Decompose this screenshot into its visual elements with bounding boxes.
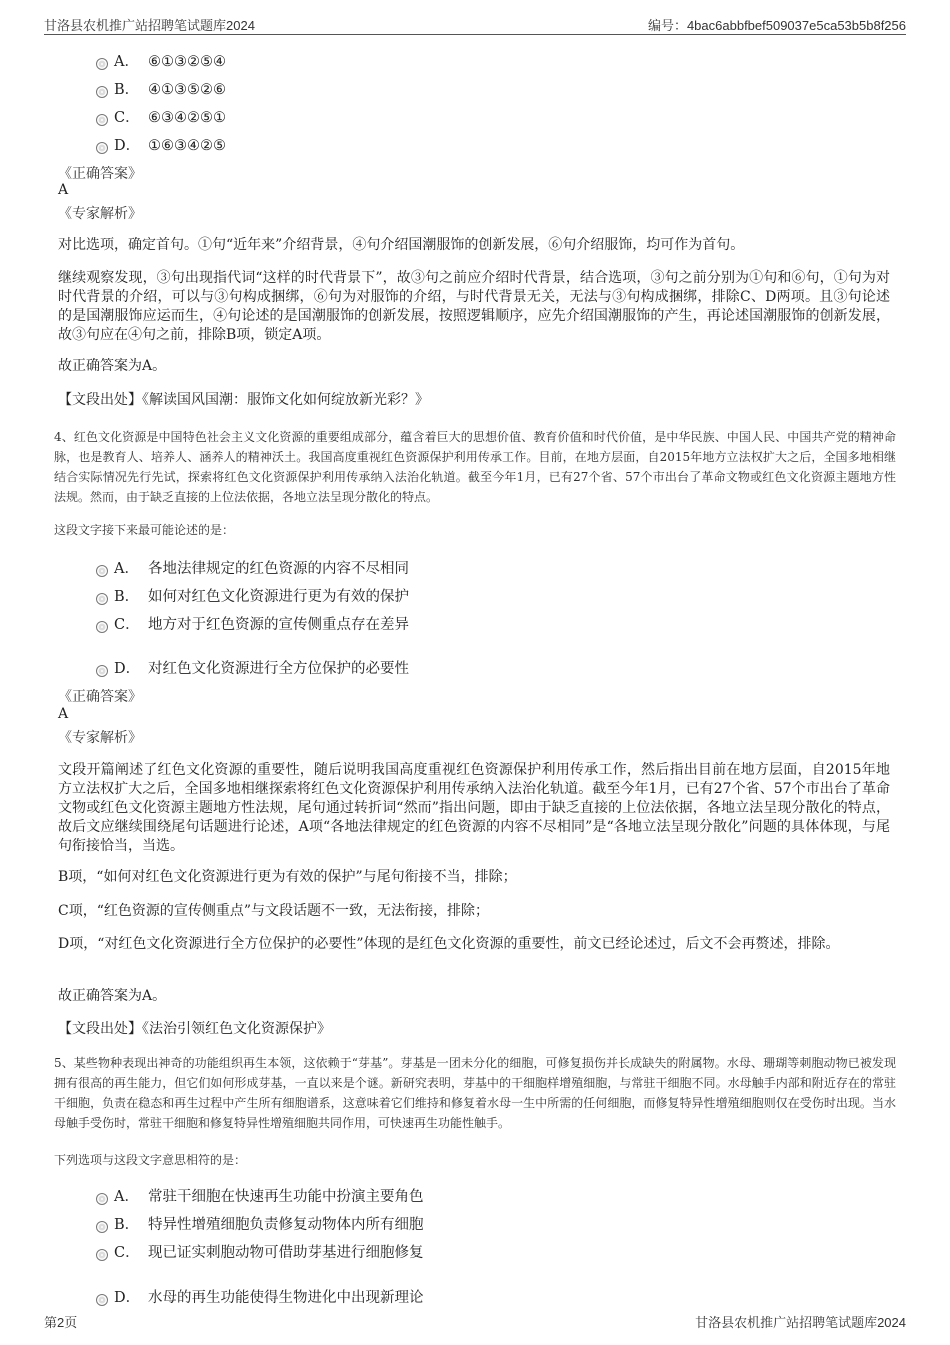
option-letter: C．: [114, 110, 140, 126]
analysis-paragraph: B项，“如何对红色文化资源进行更为有效的保护”与尾句衔接不当，排除；: [58, 869, 517, 885]
radio-icon[interactable]: [96, 593, 108, 605]
analysis-conclusion: 故正确答案为A。: [58, 988, 167, 1004]
page-number: 第2页: [44, 1315, 78, 1330]
option-text: 对红色文化资源进行全方位保护的必要性: [148, 661, 409, 677]
q5-option-d[interactable]: [96, 1286, 424, 1307]
question-prompt: 下列选项与这段文字意思相符的是：: [54, 1153, 247, 1167]
header-title: 甘洛县农机推广站招聘笔试题库2024: [44, 18, 255, 33]
answer-value: A: [58, 182, 69, 198]
option-text: 各地法律规定的红色资源的内容不尽相同: [148, 561, 409, 577]
q4-option-b[interactable]: [96, 585, 409, 606]
radio-icon[interactable]: [96, 1221, 108, 1233]
option-letter: B．: [114, 1217, 140, 1233]
footer-title: 甘洛县农机推广站招聘笔试题库2024: [695, 1315, 906, 1330]
option-text: 常驻干细胞在快速再生功能中扮演主要角色: [148, 1189, 424, 1205]
option-letter: C．: [114, 617, 140, 633]
answer-value: A: [58, 706, 69, 722]
q3-option-c[interactable]: [96, 106, 226, 127]
radio-icon[interactable]: [96, 58, 108, 70]
option-text: 水母的再生功能使得生物进化中出现新理论: [148, 1290, 424, 1306]
q4-option-c[interactable]: [96, 613, 409, 634]
question-stem: 5、某些物种表现出神奇的功能组织再生本领，这依赖于“芽基”。芽基是一团未分化的细胞，可修复损伤并长成缺失的附属物。水母、珊瑚等刺胞动物已被发现拥有很高的再生能力，但它们如何形成芽基，一直以来是个谜。新研究表明，芽基中的干细胞样增殖细胞，与常驻干细胞不同。水母触手内部和附近存在的常驻干细胞，负责在稳态和再生过程中产生所有细胞谱系，这意味着它们维持和修复着水母一生中所需的任何细胞，而修复特异性增殖细胞则仅在受伤时出现。当水母触手受伤时，常驻干细胞和修复特异性增殖细胞共同作用，可快速再生功能性触手。: [54, 1056, 896, 1130]
page-header: [44, 12, 906, 35]
radio-icon[interactable]: [96, 86, 108, 98]
analysis-paragraph: C项，“红色资源的宣传侧重点”与文段话题不一致，无法衔接，排除；: [58, 903, 490, 919]
q5-option-a[interactable]: [96, 1185, 424, 1206]
analysis-paragraph: 文段开篇阐述了红色文化资源的重要性，随后说明我国高度重视红色资源保护利用传承工作，然后指出目前在地方层面，自2015年地方立法权扩大之后，全国多地相继探索将红色文化资源保护利用传承纳入法治化轨道。截至今年1月，已有27个省、57个市出台了革命文物或红色文化资源主题地方性法规，尾句通过转折词“然而”指出问题，即由于缺乏直接的上位法依据，各地立法呈现分散化的特点，故后文应继续围绕尾句话题进行论述，A项“各地法律规定的红色资源的内容不尽相同”是“各地立法呈现分散化”问题的具体体现，与尾句衔接恰当，当选。: [58, 762, 890, 854]
analysis-paragraph: 对比选项，确定首句。①句“近年来”介绍背景，④句介绍国潮服饰的创新发展，⑥句介绍服饰，均可作为首句。: [58, 237, 745, 253]
radio-icon[interactable]: [96, 1193, 108, 1205]
answer-label: 《正确答案》: [58, 166, 142, 182]
analysis-label: 《专家解析》: [58, 206, 142, 222]
analysis-conclusion: 故正确答案为A。: [58, 358, 167, 374]
option-text: ⑥③④②⑤①: [148, 110, 226, 126]
analysis-paragraph: D项，“对红色文化资源进行全方位保护的必要性”体现的是红色文化资源的重要性，前文已经论述过，后文不会再赘述，排除。: [58, 936, 840, 952]
option-text: 如何对红色文化资源进行更为有效的保护: [148, 589, 409, 605]
radio-icon[interactable]: [96, 1294, 108, 1306]
radio-icon[interactable]: [96, 621, 108, 633]
question-stem: 4、红色文化资源是中国特色社会主义文化资源的重要组成部分，蕴含着巨大的思想价值、教育价值和时代价值，是中华民族、中国人民、中国共产党的精神命脉，也是教育人、培养人、涵养人的精神沃土。我国高度重视红色资源保护利用传承工作。目前，在地方层面，自2015年地方立法权扩大之后，全国多地相继结合实际情况先行先试，探索将红色文化资源保护利用传承纳入法治化轨道。截至今年1月，已有27个省、57个市出台了革命文物或红色文化资源主题地方性法规。然而，由于缺乏直接的上位法依据，各地立法呈现分散化的特点。: [54, 430, 896, 504]
option-text: ⑥①③②⑤④: [148, 54, 226, 70]
analysis-label: 《专家解析》: [58, 730, 142, 746]
option-letter: D．: [114, 661, 141, 677]
option-letter: A．: [114, 1189, 139, 1205]
option-letter: A．: [114, 561, 139, 577]
source-citation: 【文段出处】《法治引领红色文化资源保护》: [58, 1021, 331, 1037]
option-letter: D．: [114, 1290, 141, 1306]
radio-icon[interactable]: [96, 142, 108, 154]
option-text: 特异性增殖细胞负责修复动物体内所有细胞: [148, 1217, 424, 1233]
q4-option-d[interactable]: [96, 657, 409, 678]
radio-icon[interactable]: [96, 1249, 108, 1261]
option-letter: C．: [114, 1245, 140, 1261]
option-letter: B．: [114, 82, 140, 98]
option-text: 地方对于红色资源的宣传侧重点存在差异: [148, 617, 409, 633]
radio-icon[interactable]: [96, 665, 108, 677]
analysis-paragraph: 继续观察发现，③句出现指代词“这样的时代背景下”，故③句之前应介绍时代背景，结合选项，③句之前分别为①句和⑥句，①句为对时代背景的介绍，可以与③句构成捆绑，⑥句为对服饰的介绍，与时代背景无关，无法与③句构成捆绑，排除C、D两项。且③句论述的是国潮服饰应运而生，④句论述的是国潮服饰的创新发展，按照逻辑顺序，应先介绍国潮服饰的产生，再论述国潮服饰的创新发展，故③句应在④句之前，排除B项，锁定A项。: [58, 270, 890, 343]
radio-icon[interactable]: [96, 114, 108, 126]
option-text: ①⑥③④②⑤: [148, 138, 226, 154]
q5-option-b[interactable]: [96, 1213, 424, 1234]
q3-option-d[interactable]: [96, 134, 226, 155]
q4-option-a[interactable]: [96, 557, 409, 578]
radio-icon[interactable]: [96, 565, 108, 577]
header-serial: 编号：4bac6abbfbef509037e5ca53b5b8f256: [647, 18, 906, 33]
option-letter: A．: [114, 54, 139, 70]
option-letter: B．: [114, 589, 140, 605]
question-prompt: 这段文字接下来最可能论述的是：: [54, 523, 235, 537]
option-letter: D．: [114, 138, 141, 154]
source-citation: 【文段出处】《解读国风国潮：服饰文化如何绽放新光彩？》: [58, 392, 429, 408]
q5-option-c[interactable]: [96, 1241, 424, 1262]
option-text: 现已证实刺胞动物可借助芽基进行细胞修复: [148, 1245, 424, 1261]
option-text: ④①③⑤②⑥: [148, 82, 226, 98]
q3-option-b[interactable]: [96, 78, 226, 99]
answer-label: 《正确答案》: [58, 689, 142, 705]
q3-option-a[interactable]: [96, 50, 226, 71]
